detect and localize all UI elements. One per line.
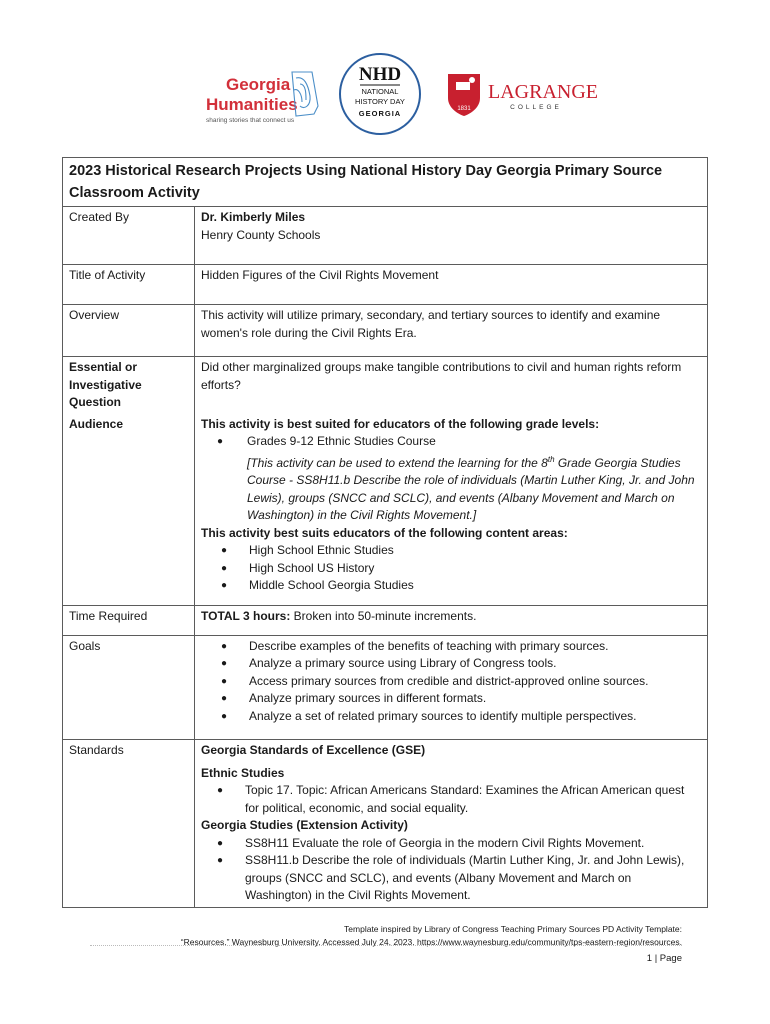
goals-list — [201, 638, 701, 726]
audience-cell — [195, 414, 708, 606]
activity-table — [62, 157, 708, 908]
goal-item: Access primary sources from credible and district-approved online sources. — [249, 673, 649, 688]
list-item — [201, 433, 701, 451]
label-audience: Audience — [63, 414, 195, 606]
label-time: Time Required — [63, 605, 195, 635]
audience-intro-grades: This activity is best suited for educators of the following grade levels: — [201, 416, 600, 431]
grade-item: Grades 9-12 Ethnic Studies Course — [247, 434, 436, 448]
footer-rule — [90, 945, 682, 946]
gh-line1: Georgia — [226, 75, 291, 94]
goal-item: Analyze a primary source using Library of Congress tools. — [249, 656, 557, 670]
note-post: Grade Georgia Studies Course - SS8H11.b Describe the role of individuals (Martin Luther King, Jr. and John Lewis), groups (SNCC and SCLC), and events (Albany Movement and March on Washington) in the Civil Rights Movement.] — [247, 455, 695, 522]
bullet-icon: ● — [221, 562, 228, 574]
list-item — [201, 690, 701, 708]
document-title: 2023 Historical Research Projects Using National History Day Georgia Primary Source Classroom Activity — [63, 158, 708, 207]
list-item — [201, 638, 701, 656]
goal-item: Analyze a set of related primary sources to identify multiple perspectives. — [249, 708, 637, 723]
bullet-icon: ● — [217, 837, 224, 849]
footer-credit-line2: “Resources,” Waynesburg University, Accessed July 24, 2023. https://www.waynesburg.edu/community/tps-eastern-region/resources. — [180, 937, 682, 947]
bullet-icon: ● — [221, 693, 228, 704]
row-time — [63, 605, 708, 635]
standard-item: SS8H11.b Describe the role of individuals (Martin Luther King, Jr. and John Lewis), groups (SNCC and SCLC), and events (Albany Movement and March on Washington) in the Civil Rights Movement. — [245, 853, 685, 902]
standard-item: SS8H11 Evaluate the role of Georgia in the modern Civil Rights Movement. — [245, 835, 645, 850]
gh-tagline: sharing stories that connect us — [206, 117, 295, 124]
bullet-icon: ● — [221, 658, 228, 669]
goals-cell — [195, 635, 708, 740]
list-item — [201, 782, 701, 817]
bullet-icon: ● — [221, 640, 228, 652]
list-item — [201, 655, 701, 673]
bullet-icon: ● — [217, 785, 224, 796]
time-detail: Broken into 50-minute increments. — [290, 608, 477, 623]
goal-item: Describe examples of the benefits of teaching with primary sources. — [249, 638, 609, 653]
content-area-list — [201, 542, 701, 595]
lagrange-sub: COLLEGE — [510, 104, 562, 111]
time-total: TOTAL 3 hours: — [201, 608, 291, 623]
ethnic-standards-list — [201, 782, 701, 817]
gh-line2: Humanities — [206, 95, 298, 114]
question-text: Did other marginalized groups make tangible contributions to civil and human rights reform efforts? — [195, 357, 708, 414]
activity-title: Hidden Figures of the Civil Rights Movement — [195, 265, 708, 305]
lagrange-college-logo — [444, 68, 604, 118]
nhd-line2: HISTORY DAY — [355, 97, 405, 106]
page-number: 1 | Page — [646, 953, 682, 964]
nhd-line3: GEORGIA — [358, 109, 402, 118]
fingerprint-georgia-icon — [292, 72, 318, 116]
list-item — [201, 560, 701, 578]
label-created-by: Created By — [63, 207, 195, 265]
author-name: Dr. Kimberly Miles — [201, 210, 306, 224]
row-audience — [63, 414, 708, 606]
audience-note — [201, 451, 701, 525]
content-area-item: High School Ethnic Studies — [249, 543, 394, 557]
row-overview — [63, 305, 708, 357]
note-sup: th — [547, 454, 555, 464]
nhd-line1: NATIONAL — [361, 87, 399, 96]
bullet-icon: ● — [221, 545, 228, 556]
list-item — [201, 673, 701, 691]
note-pre: [This activity can be used to extend the learning for the 8 — [247, 455, 548, 470]
overview-text: This activity will utilize primary, secondary, and tertiary sources to identify and examine women's role during the Civil Rights Era. — [195, 305, 708, 357]
standards-heading: Georgia Standards of Excellence (GSE) — [201, 743, 426, 757]
label-title: Title of Activity — [63, 265, 195, 305]
list-item — [201, 835, 701, 853]
standard-item: Topic 17. Topic: African Americans Standard: Examines the African American quest for political, economic, and social equality. — [245, 783, 685, 815]
standards-sub-georgia: Georgia Studies (Extension Activity) — [201, 818, 408, 832]
content-area-item: Middle School Georgia Studies — [249, 578, 414, 592]
standards-cell — [195, 740, 708, 908]
table-header-row — [63, 158, 708, 207]
bullet-icon: ● — [221, 710, 228, 722]
georgia-standards-list — [201, 835, 701, 905]
author-org: Henry County Schools — [201, 227, 321, 242]
bullet-icon: ● — [221, 580, 228, 591]
list-item — [201, 577, 701, 595]
audience-intro-areas: This activity best suits educators of the following content areas: — [201, 525, 568, 540]
time-cell — [195, 605, 708, 635]
created-by-cell — [195, 207, 708, 265]
row-standards — [63, 740, 708, 908]
georgia-humanities-logo — [200, 66, 330, 128]
nhd-georgia-logo — [338, 52, 422, 136]
lagrange-name: LAGRANGE — [488, 81, 598, 103]
bullet-icon: ● — [221, 675, 228, 687]
label-standards: Standards — [63, 740, 195, 908]
row-goals — [63, 635, 708, 740]
logo-bar — [0, 52, 770, 132]
label-question: Essential or Investigative Question — [63, 357, 195, 414]
row-question — [63, 357, 708, 414]
row-title — [63, 265, 708, 305]
lagrange-year: 1831 — [457, 106, 471, 112]
goal-item: Analyze primary sources in different formats. — [249, 691, 487, 705]
grade-list — [201, 433, 701, 451]
row-created-by — [63, 207, 708, 265]
list-item — [201, 852, 701, 905]
bullet-icon: ● — [217, 436, 224, 447]
standards-sub-ethnic: Ethnic Studies — [201, 765, 285, 780]
label-goals: Goals — [63, 635, 195, 740]
list-item — [201, 542, 701, 560]
bullet-icon: ● — [217, 855, 224, 866]
list-item — [201, 708, 701, 726]
content-area-item: High School US History — [249, 560, 375, 575]
nhd-abbr: NHD — [358, 64, 402, 85]
label-overview: Overview — [63, 305, 195, 357]
footer-credit-line1: Template inspired by Library of Congress Teaching Primary Sources PD Activity Template: — [344, 924, 682, 934]
